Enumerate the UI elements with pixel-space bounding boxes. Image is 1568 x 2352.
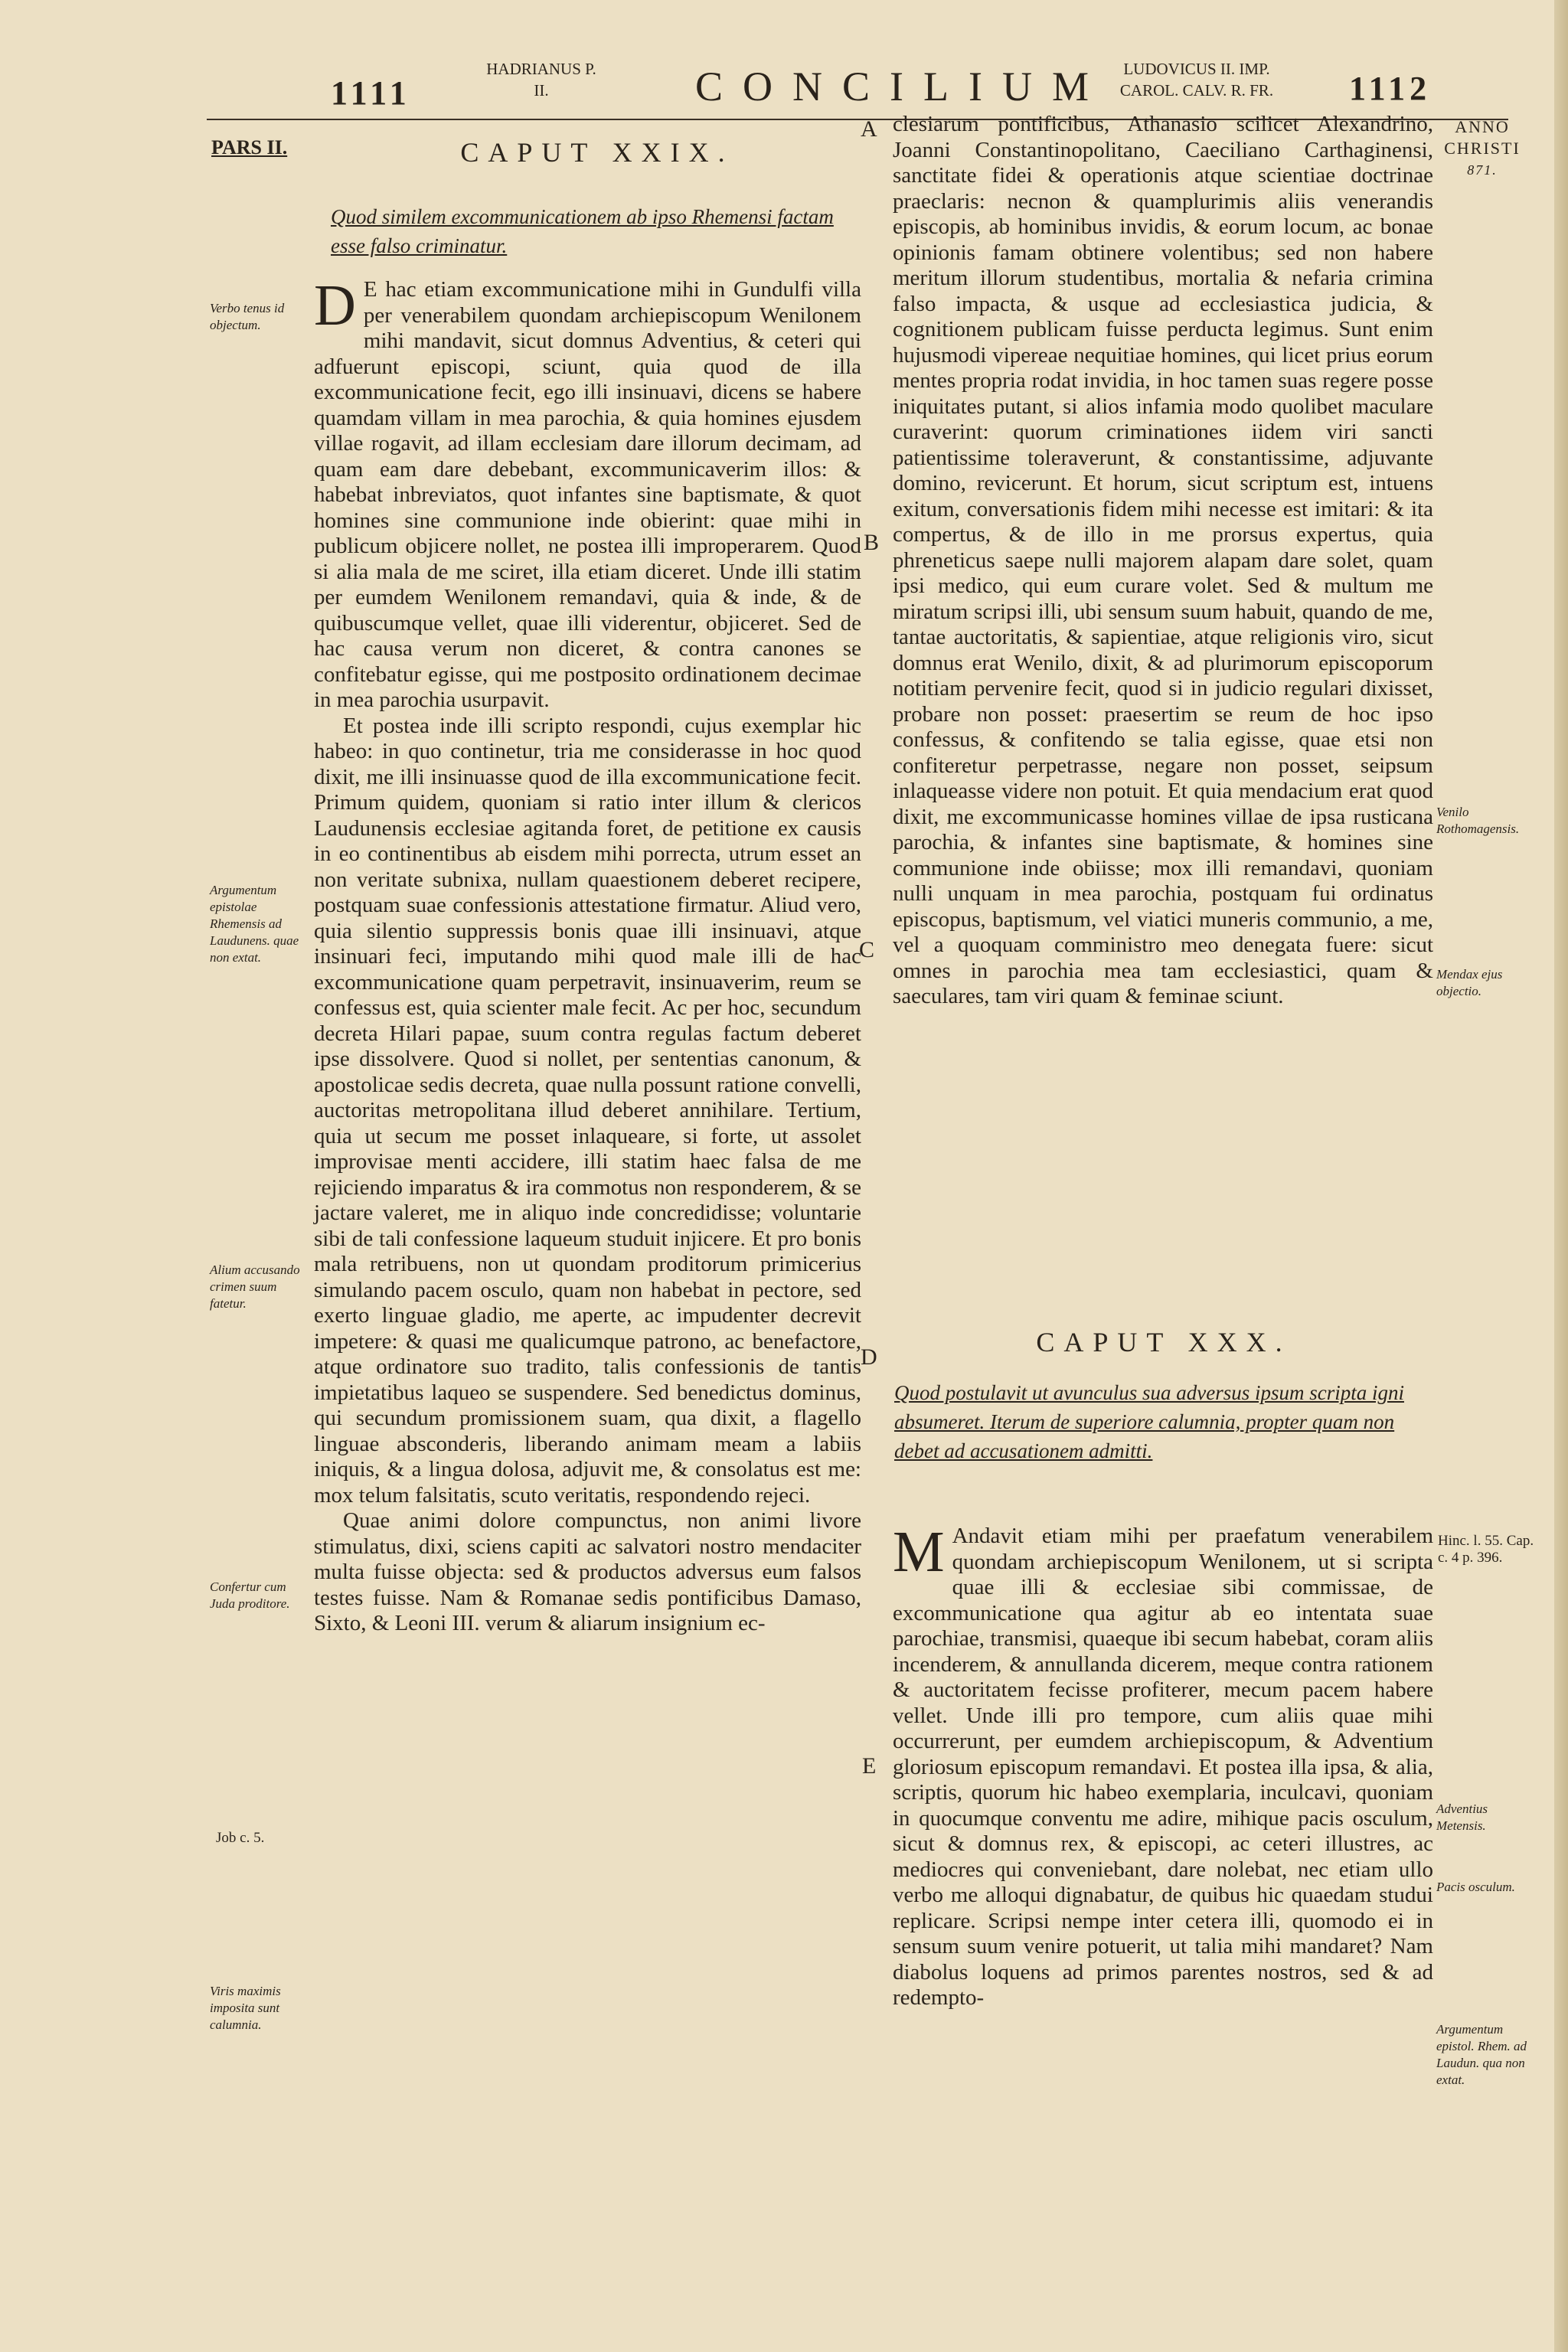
drop-cap-m: M bbox=[893, 1520, 945, 1584]
right-column-continuation bbox=[893, 112, 1433, 1010]
margin-note-right: Pacis osculum. bbox=[1436, 1880, 1515, 1894]
chapter-29-paragraph-1 bbox=[314, 273, 861, 714]
chapter-29-paragraph-2: Et postea inde illi scripto respondi, cujus exemplar hic habeo: in quo continetur, tria me considerasse in hoc quod dixit, me illi insinuasse quod de illa excommunicatione fecit. Primum quidem, quoniam si ratio inter illum & clericos Laudunensis ecclesiae agitanda foret, de petitione ex causis in eo continentibus ab eisdem mihi porrecta, utrum esset an non veritate subnixa, nullam quaestionem deberet recipere, postquam suae confessionis attestatione firmatur. Aliud vero, quia silentio suppressis bonis quae illi insinuavi, atque insinuari feci, imputando mihi quod male illi de hac excommunicatione quam perpetravit, insinuaverim, reum se confessus est, quia scienter male fecit. Ac per hoc, secundum decreta Hilari papae, suum contra regulas factum deberet ipse dissolvere. Quod si nollet, per sententias canonum, & apostolicae sedis decreta, quae nulla possunt ratione convelli, auctoritas metropolitana illud deberet annihilare. Tertium, quia ut secum me posset inlaqueare, si forte, ut assolet improvisae menti accidere, illi statim haec falsa de me rejiciendo imparatus & ira commotus non responderem, & se jactare valeret, me in aliquo inde concredidisse; voluntarie sibi de tali confessione laqueum studuit injicere. Et pro bonis mala retribuens, non ut quondam proditorum primicerius simulando pacem osculo, quam non habebat in pectore, sed exerto linguae gladio, me aperte, ac impudenter decrevit impetere: & quasi me qualicumque patrono, ac benefactore, atque ordinatore suo tradito, talis confessionis de tantis impietatibus laqueo se suspendere. Sed benedictus dominus, qui secundum promissionem suam, qua dixit, a flagello linguae absconderis, liberando animam meam a labiis iniquis, & a lingua dolosa, adjuvit me, & consolatus est me: mox telum falsitatis, scuto veritatis, respondendo rejeci. bbox=[314, 713, 861, 1508]
running-head-right-line2: CAROL. CALV. R. FR. bbox=[1119, 81, 1274, 100]
margin-note-left: Job c. 5. bbox=[216, 1830, 265, 1846]
chapter-30-paragraph bbox=[893, 1520, 1433, 2011]
chapter-30-heading: CAPUT XXX. bbox=[1036, 1327, 1292, 1357]
margin-note-left: Argumentum epistolae Rhemensis ad Laudunens. quae non extat. bbox=[210, 883, 299, 965]
margin-note-left: Confertur cum Juda proditore. bbox=[210, 1579, 290, 1611]
margin-note-left: Viris maximis imposita sunt calumnia. bbox=[210, 1984, 281, 2032]
section-letter-e: E bbox=[862, 1753, 877, 1779]
page-number-left: 1111 bbox=[331, 74, 411, 112]
chapter-30-text bbox=[893, 1520, 1433, 2011]
margin-note-left: Verbo tenus id objectum. bbox=[210, 301, 285, 332]
section-letter-c: C bbox=[859, 937, 875, 962]
paragraph-text: Andavit etiam mihi per praefatum venerabilem quondam archiepiscopum Wenilonem, ut si scripta quae illi & ecclesiae sibi commissae, de excommunicatione qua agitur ab eo intentata suae parochiae, transmisi, quaeque ibi secum habebat, coram aliis incenderem, & annullanda dicerem, meque contra rationem & auctoritatem fecisse profiterer, mecum pacem habere vellet. Unde illi pro tempore, cum aliis quae mihi occurrerunt, per eumdem archiepiscopum, & Adventium gloriosum episcopum remandavi. Et postea illa ipsa, & alia, scriptis, quorum hic habeo exemplaria, inculcavi, quoniam in quocumque conventu me adire, mihique pacis osculum, sicut & domnus rex, & episcopi, ac ceteri illustres, ac mediocres qui conveniebant, dare nolebat, nec etiam ullo verbo me alloqui dignabatur, de quibus hic quaedam studui replicare. Scripsi nempe inter cetera illi, quomodo ei in sensum suum venire potuerit, ut talia mihi mandaret? Nam diabolus loquens ad primos parentes nostros, sed & ad redempto- bbox=[893, 1524, 1433, 2010]
margin-note-left: Alium accusando crimen suum fatetur. bbox=[210, 1263, 300, 1311]
chapter-29-paragraph-3: Quae animi dolore compunctus, non animi livore stimulatus, dixi, sciens capiti ac salvatori nostro mendaciter multa fuisse objecta: sed & productos adversus eum falsos testes fuisse. Nam & Romanae sedis pontificibus Damaso, Sixto, & Leoni III. verum & aliarum insignium ec- bbox=[314, 1508, 861, 1635]
page-title: CONCILIUM bbox=[695, 64, 1109, 109]
running-head-left: HADRIANUS P. II. bbox=[486, 60, 596, 100]
running-head-right bbox=[1086, 58, 1308, 101]
chapter-29-summary: Quod similem excommunicationem ab ipso Rhemensi factam esse falso criminatur. bbox=[331, 205, 834, 257]
section-letter-a: A bbox=[861, 116, 877, 142]
margin-note-right: Adventius Metensis. bbox=[1436, 1802, 1488, 1833]
page-number-right: 1112 bbox=[1349, 70, 1432, 107]
pars-label: PARS II. bbox=[211, 136, 288, 158]
chapter-30-summary: Quod postulavit ut avunculus sua adversus ipsum scripta igni absumeret. Iterum de superiore calumnia, propter quam non debet ad accusationem admitti. bbox=[894, 1381, 1404, 1462]
drop-cap-d: D bbox=[314, 273, 356, 338]
margin-note-right: Mendax ejus objectio. bbox=[1436, 967, 1503, 998]
anno-christi-box bbox=[1433, 116, 1531, 181]
section-letter-b: B bbox=[864, 530, 880, 555]
margin-note-right: Hinc. l. 55. Cap. c. 4 p. 396. bbox=[1438, 1533, 1534, 1566]
anno-label: ANNO bbox=[1455, 117, 1510, 136]
left-column-text bbox=[314, 273, 861, 1637]
margin-note-right: Venilo Rothomagensis. bbox=[1436, 805, 1520, 836]
section-letter-d: D bbox=[861, 1344, 877, 1370]
paragraph-text: E hac etiam excommunicatione mihi in Gundulfi villa per venerabilem quondam archiepiscopum Wenilonem mihi mandavit, sicut domnus Adventius, & ceteri qui adfuerunt episcopi, sciunt, quia quod de illa excommunicatione fecit, ego illi insinuavi, dicens se habere quamdam villam in mea parochia, & quia homines ejusdem villae rogavit, ad illam ecclesiam dare illorum decimam, ad quam eam dare debebant, excommunicaverim illos: & habebat inbreviatos, quot infantes sine baptismate, & quot homines sine communione inde obierint: quae mihi in publicum objicere nollet, ne postea illi improperarem. Quod si alia mala de me sciret, illa etiam diceret. Unde illi statim per eumdem Wenilonem remandavi, quia & inde, & de quibuscumque vellet, quae illi viderentur, objiceret. Sed de hac causa verum non diceret, & contra canones se confitebatur egisse, qui me postposito ordinationem decimae in mea parochia usurpavit. bbox=[314, 277, 861, 712]
running-head-right-line1: LUDOVICUS II. IMP. bbox=[1123, 60, 1270, 78]
christi-label: CHRISTI bbox=[1444, 139, 1521, 158]
page-fold-edge bbox=[1554, 0, 1568, 2352]
chapter-29-heading: CAPUT XXIX. bbox=[460, 137, 734, 168]
anno-year: 871. bbox=[1467, 162, 1498, 178]
margin-note-right: Argumentum epistol. Rhem. ad Laudun. qua non extat. bbox=[1436, 2022, 1527, 2087]
continuation-text: clesiarum pontificibus, Athanasio scilicet Alexandrino, Joanni Constantinopolitano, Caeciliano Carthaginensi, sanctitate fidei & operationis atque scientiae doctrinae praeclaris: necnon & quamplurimis aliis venerandis episcopis, ab hominibus invidis, & eorum locum, ac bonae opinionis famam obtinere volentibus; sed non habere meritum illorum studentibus, mortalia & nefaria crimina falso impacta, & usque ad ecclesiastica judicia, & cognitionem publicam fuisse perducta legimus. Sunt enim hujusmodi vipereae nequitiae homines, qui licet prius eorum mentes propria rodat invidia, in hoc tamen suas regere posse iniquitates putant, si alios infamia modo quolibet maculare curaverint: quorum criminationes iidem viri sancti patientissime toleraverunt, & constantissime, adjuvante domino, revicerunt. Et horum, sicut scriptum est, intuens exitum, conversationis fidem mihi necesse est imitari: & ita compertus, & de illo in me prorsus expertus, quia phreneticus saepe nulli majorem alapam dare solet, quam ipsi medico, qui eum curare volet. Sed & multum me miratum scripsi illi, ubi sensum suum habuit, quando de me, tantae auctoritatis, & sapientiae, atque religionis viro, sicut domnus erat Wenilo, dixit, & ad plurimorum episcoporum notitiam pervenire fecit, quod si in judicio regulari dixisset, probare non posset: praesertim se reum de hoc ipso confessus, & confitendo se talia egisse, quae etsi non confiteretur perpetrasse, negare non posset, seipsum inlaqueasse videre non potuit. Et quia mendacium erat quod dixit, me excommunicasse homines villae de ipsa rusticana parochia, & infantes sine baptismate, & homines sine communione inde obiisse; mox illi remandavi, quoniam nulli unquam in mea parochia, postquam fui ordinatus episcopus, baptismum, vel viatici muneris communio, a me, vel a quoquam comministro meo denegata fuere: sicut omnes in parochia mea tam ecclesiastici, quam & saeculares, tam viri quam & feminae sciunt. bbox=[893, 112, 1433, 1008]
